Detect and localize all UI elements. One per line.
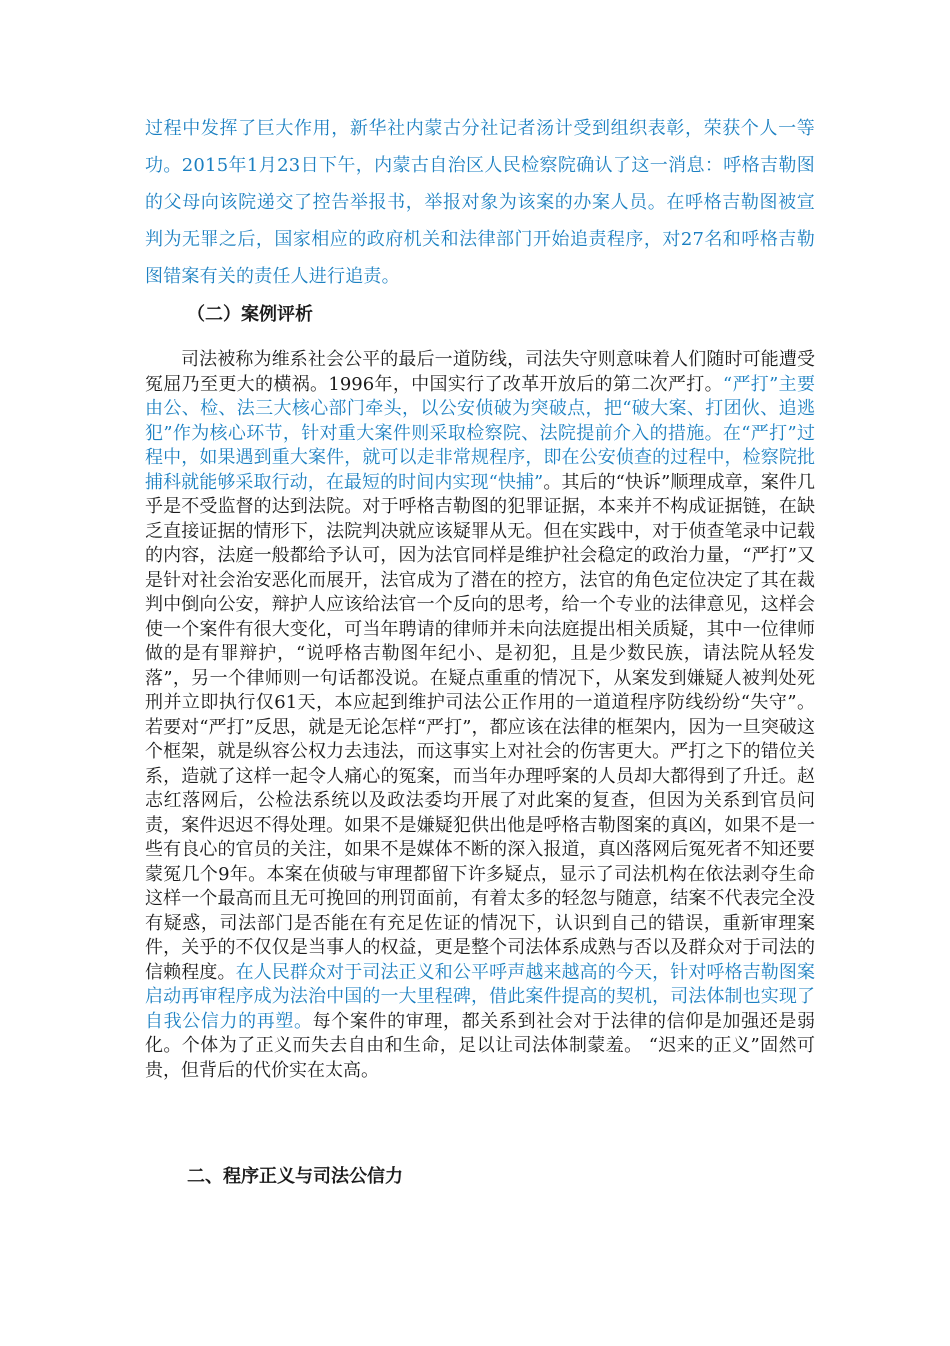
- section-heading-case-analysis: （二）案例评析: [187, 304, 313, 325]
- text-run: 每个案件的审理，都关系到社会对于法律的信仰是加强还是弱化。个体为了正义而失去自由和生命，足以让司法体制蒙羞。 “迟来的正义”固然可贵，但背后的代价实在太高。: [145, 1010, 815, 1081]
- paragraph-case-analysis: [145, 348, 815, 1083]
- section-heading-procedural-justice: 二、程序正义与司法公信力: [187, 1166, 403, 1187]
- highlighted-text-run: “严打”主要由公、检、法三大核心部门牵头，以公安侦破为突破点，把“破大案、打团伙、追逃犯”作为核心环节，针对重大案件则采取检察院、法院提前介入的措施。在“严打”过程中，如果遇到重大案件，就可以走非常规程序，即在公安侦查的过程中，检察院批捕科就能够采取行动，在最短的时间内实现“快捕”: [145, 373, 815, 493]
- paragraph-case-outcome: 过程中发挥了巨大作用，新华社内蒙古分社记者汤计受到组织表彰，荣获个人一等功。2015年1月23日下午，内蒙古自治区人民检察院确认了这一消息：呼格吉勒图的父母向该院递交了控告举报书，举报对象为该案的办案人员。在呼格吉勒图被宣判为无罪之后，国家相应的政府机关和法律部门开始追责程序，对27名和呼格吉勒图错案有关的责任人进行追责。: [145, 118, 815, 287]
- text-run: 司法被称为维系社会公平的最后一道防线，司法失守则意味着人们随时可能遭受冤屈乃至更大的横祸。1996年，中国实行了改革开放后的第二次严打。: [145, 349, 815, 395]
- highlighted-text-run: 在人民群众对于司法正义和公平呼声越来越高的今天，针对呼格吉勒图案启动再审程序成为法治中国的一大里程碑，借此案件提高的契机，司法体制也实现了自我公信力的再塑。: [145, 961, 816, 1032]
- text-run: 。其后的“快诉”顺理成章，案件几乎是不受监督的达到法院。对于呼格吉勒图的犯罪证据，本来并不构成证据链，在缺乏直接证据的情形下，法院判决就应该疑罪从无。但在实践中，对于侦查笔录中记载的内容，法庭一般都给予认可，因为法官同样是维护社会稳定的政治力量，“严打”又是针对社会治安恶化而展开，法官成为了潜在的控方，法官的角色定位决定了其在裁判中倒向公安，辩护人应该给法官一个反向的思考，给一个专业的法律意见，这样会使一个案件有很大变化，可当年聘请的律师并未向法庭提出相关质疑，其中一位律师做的是有罪辩护，“说呼格吉勒图年纪小、是初犯，且是少数民族，请法院从轻发落”，另一个律师则一句话都没说。在疑点重重的情况下，从案发到嫌疑人被判处死刑并立即执行仅61天，本应起到维护司法公正作用的一道道程序防线纷纷“失守”。若要对“严打”反思，就是无论怎样“严打”，都应该在法律的框架内，因为一旦突破这个框架，就是纵容公权力去违法，而这事实上对社会的伤害更大。严打之下的错位关系，造就了这样一起令人痛心的冤案，而当年办理呼案的人员却大都得到了升迁。赵志红落网后，公检法系统以及政法委均开展了对此案的复查，但因为关系到官员问责，案件迟迟不得处理。如果不是嫌疑犯供出他是呼格吉勒图案的真凶，如果不是一些有良心的官员的关注，如果不是媒体不断的深入报道，真凶落网后冤死者不知还要蒙冤几个9年。本案在侦破与审理都留下许多疑点，显示了司法机构在依法剥夺生命这样一个最高而且无可挽回的刑罚面前，有着太多的轻忽与随意，结案不代表完全没有疑惑，司法部门是否能在有充足佐证的情况下，认识到自己的错误，重新审理案件，关乎的不仅仅是当事人的权益，更是整个司法体系成熟与否以及群众对于司法的信赖程度。: [145, 471, 815, 983]
